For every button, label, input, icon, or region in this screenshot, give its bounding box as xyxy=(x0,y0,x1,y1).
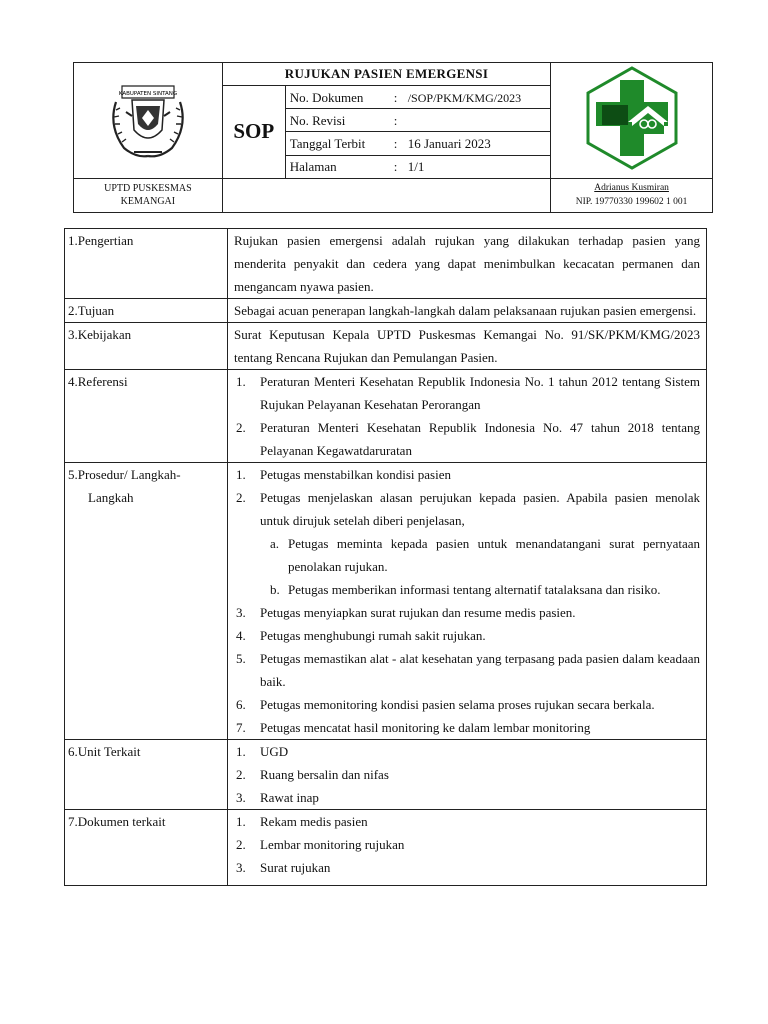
section-label-dokumen: 7.Dokumen terkait xyxy=(65,810,228,886)
document-title: RUJUKAN PASIEN EMERGENSI xyxy=(222,63,550,86)
list-item: 1. Rekam medis pasien xyxy=(236,814,368,829)
blank-cell xyxy=(222,178,550,212)
section-list-prosedur xyxy=(228,463,707,740)
section-label-pengertian: 1.Pengertian xyxy=(65,229,228,299)
list-item: 7. Petugas mencatat hasil monitoring ke dalam lembar monitoring xyxy=(236,720,591,735)
section-label-tujuan: 2.Tujuan xyxy=(65,299,228,323)
regency-logo-cell xyxy=(74,63,223,179)
sop-content-table xyxy=(64,228,707,886)
list-item: 3. Surat rujukan xyxy=(236,860,331,875)
signer-name: Adrianus Kusmiran xyxy=(594,183,669,194)
section-list-dokumen xyxy=(228,810,707,886)
list-item: 3. Rawat inap xyxy=(236,790,319,805)
list-item: 1. Peraturan Menteri Kesehatan Republik Indonesia No. 1 tahun 2012 tentang Sistem Rujukan Pelayanan Kesehatan Perorangan xyxy=(236,374,700,412)
list-item: 6. Petugas memonitoring kondisi pasien selama proses rujukan secara berkala. xyxy=(236,697,655,712)
regency-crest-icon xyxy=(102,72,194,164)
list-item: 3. Petugas menyiapkan surat rujukan dan resume medis pasien. xyxy=(236,605,576,620)
sub-list-item: a. Petugas meminta kepada pasien untuk menandatangani surat pernyataan penolakan rujukan. xyxy=(270,536,700,574)
list-item: 1. Petugas menstabilkan kondisi pasien xyxy=(236,467,452,482)
section-text-pengertian: Rujukan pasien emergensi adalah rujukan yang dilakukan terhadap pasien yang menderita penyakit dan cedera yang dapat menimbulkan kecacatan permanen dan mengancam nyawa pasien. xyxy=(228,229,707,299)
sop-label: SOP xyxy=(222,86,285,179)
section-label-kebijakan: 3.Kebijakan xyxy=(65,323,228,370)
list-item: 5. Petugas memastikan alat - alat kesehatan yang terpasang pada pasien dalam keadaan baik. xyxy=(236,651,700,689)
puskesmas-logo-icon xyxy=(578,64,686,172)
section-list-referensi xyxy=(228,370,707,463)
list-item: 2. Petugas menjelaskan alasan perujukan kepada pasien. Apabila pasien menolak untuk dirujuk setelah diberi penjelasan, xyxy=(236,490,700,528)
section-text-kebijakan: Surat Keputusan Kepala UPTD Puskesmas Kemangai No. 91/SK/PKM/KMG/2023 tentang Rencana Rujukan dan Pemulangan Pasien. xyxy=(228,323,707,370)
list-item: 2. Lembar monitoring rujukan xyxy=(236,837,405,852)
section-list-unit xyxy=(228,740,707,810)
section-label-referensi: 4.Referensi xyxy=(65,370,228,463)
section-text-tujuan: Sebagai acuan penerapan langkah-langkah dalam pelaksanaan rujukan pasien emergensi. xyxy=(228,299,707,323)
organization-name: UPTD PUSKESMAS KEMANGAI xyxy=(74,178,223,212)
list-item: 1. UGD xyxy=(236,744,289,759)
sop-header-table xyxy=(73,62,713,213)
section-label-prosedur: 5.Prosedur/ Langkah- Langkah xyxy=(65,463,228,740)
puskesmas-logo-cell xyxy=(551,63,713,179)
meta-row-document-number: No. Dokumen : /SOP/PKM/KMG/2023 xyxy=(285,86,550,109)
list-item: 2. Peraturan Menteri Kesehatan Republik Indonesia No. 47 tahun 2018 tentang Pelayanan Kegawatdaruratan xyxy=(236,420,700,458)
section-label-unit: 6.Unit Terkait xyxy=(65,740,228,810)
sub-list-item: b. Petugas memberikan informasi tentang alternatif tatalaksana dan risiko. xyxy=(270,582,661,597)
signature-block xyxy=(551,178,713,212)
list-item: 4. Petugas menghubungi rumah sakit rujukan. xyxy=(236,628,486,643)
signer-nip: NIP. 19770330 199602 1 001 xyxy=(575,197,688,208)
meta-row-page: Halaman : 1/1 xyxy=(285,155,550,178)
list-item: 2. Ruang bersalin dan nifas xyxy=(236,767,389,782)
meta-row-issue-date: Tanggal Terbit : 16 Januari 2023 xyxy=(285,132,550,155)
logo-banner-text: KABUPATEN SINTANG xyxy=(118,90,178,97)
meta-row-revision: No. Revisi : xyxy=(285,109,550,132)
